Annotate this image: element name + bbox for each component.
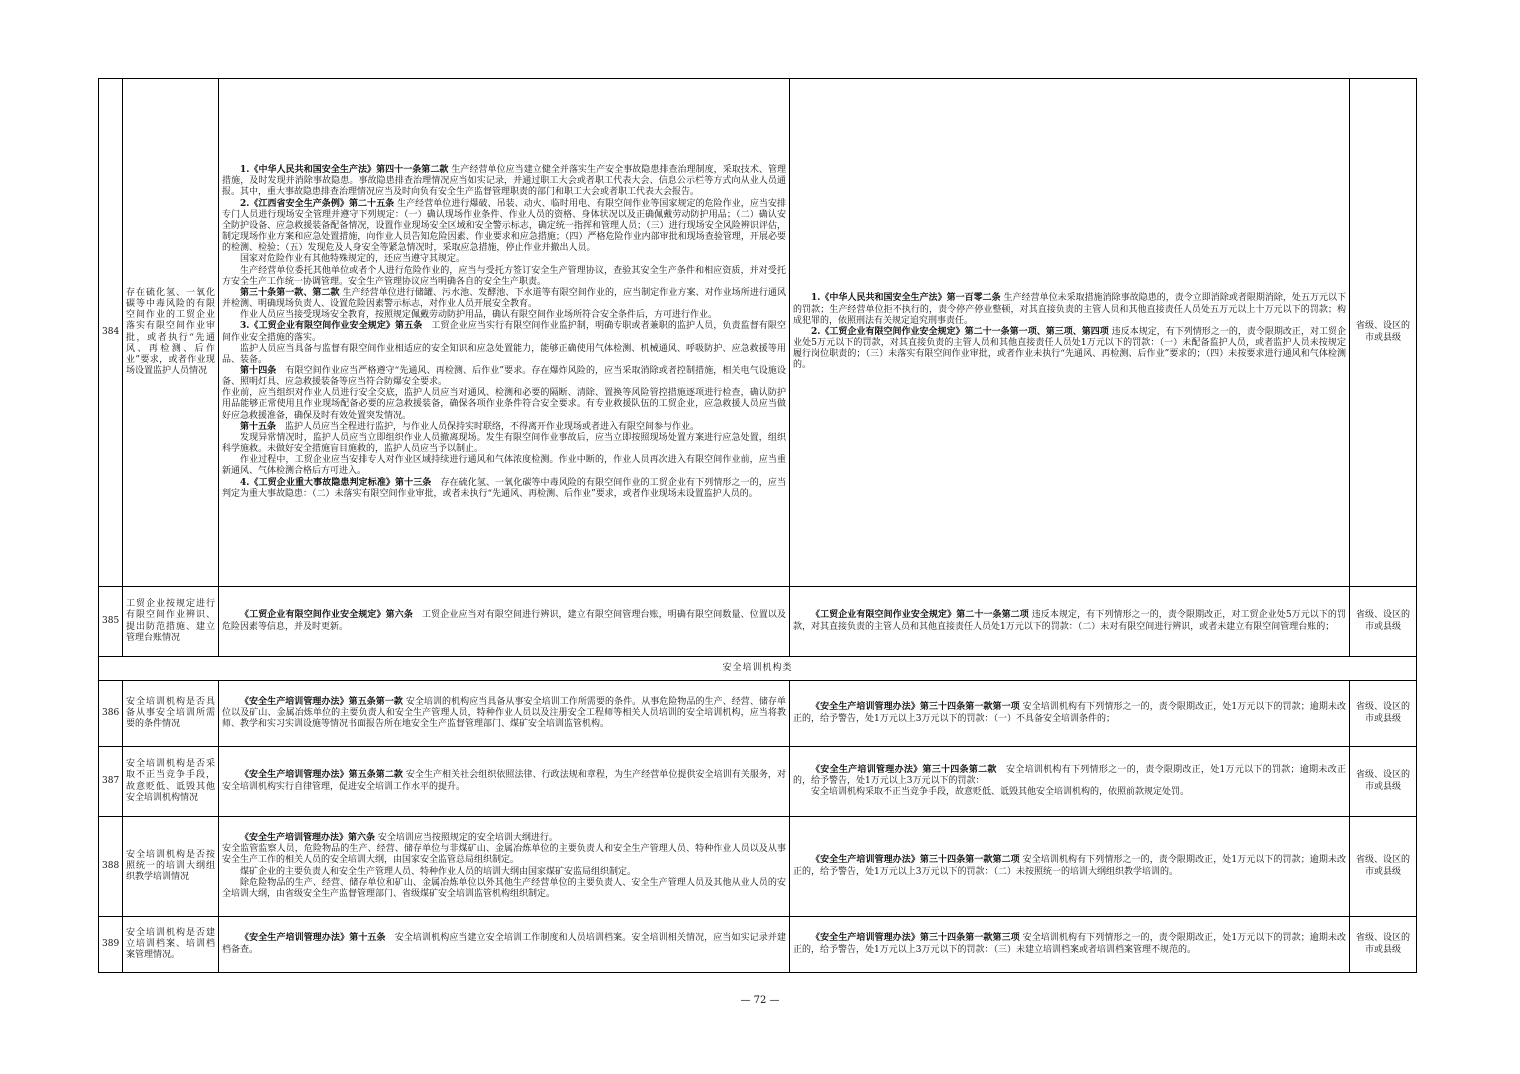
clause-text: 生产经营单位进行储罐、污水池、发酵池、下水道等有限空间作业的，应当制定作业方案、对作业场所进行通风并检测、明确现场负责人、设置危险因素警示标志，对作业人员开展安全教育。 bbox=[222, 287, 786, 310]
table-body bbox=[99, 79, 1417, 973]
clause-text: 作业过程中，工贸企业应当安排专人对作业区域持续进行通风和气体浓度检测。作业中断的，作业人员再次进入有限空间作业前，应当重新通风、气体检测合格后方可进入。 bbox=[222, 455, 786, 477]
row-number: 387 bbox=[99, 747, 123, 817]
clause-text: 生产经营单位应当建立健全并落实生产安全事故隐患排查治理制度，采取技术、管理措施，及时发现并消除事故隐患。事故隐患排查治理情况应当如实记录，并通过职工大会或者职工代表大会、信息公示栏等方式向从业人员通报。其中，重大事故隐患排查治理情况应当及时向负有安全生产监督管理职责的部门和职工大会或者职工代表大会报告。 bbox=[222, 165, 786, 198]
penalty-basis bbox=[790, 681, 1350, 747]
basis-paragraph bbox=[222, 844, 786, 866]
basis-paragraph bbox=[222, 478, 786, 500]
clause-text: 除危险物品的生产、经营、储存单位和矿山、金属冶炼单位以外其他生产经营单位的主要负责人、安全生产管理人员及其他从业人员的安全培训大纲，由省级安全生产监督管理部门、省级煤矿安全培训监管机构组织制定。 bbox=[222, 877, 786, 899]
basis-paragraph bbox=[222, 422, 786, 433]
law-reference: 《工贸企业有限空间作业安全规定》第六条 bbox=[240, 610, 413, 621]
law-reference: 《安全生产培训管理办法》第三十四条第一款第二项 bbox=[811, 855, 1020, 866]
basis-paragraph bbox=[222, 266, 786, 288]
clause-text: 工贸企业应当对有限空间进行辨识，建立有限空间管理台账，明确有限空间数量、位置以及危险因素等信息，并及时更新。 bbox=[222, 610, 786, 632]
table-row bbox=[99, 747, 1417, 817]
penalty-basis bbox=[790, 747, 1350, 817]
law-reference: 《安全生产培训管理办法》第三十四条第一款第一项 bbox=[811, 702, 1020, 713]
penalty-paragraph bbox=[793, 293, 1346, 326]
penalty-basis bbox=[790, 817, 1350, 917]
enforcement-level: 省级、设区的市或县级 bbox=[1350, 817, 1417, 917]
penalty-paragraph bbox=[793, 702, 1346, 724]
law-reference: 4.《工贸企业重大事故隐患判定标准》第十三条 bbox=[240, 477, 432, 488]
law-reference: 2.《工贸企业有限空间作业安全规定》第二十一条第一项、第三项、第四项 bbox=[811, 326, 1109, 337]
law-reference: 《安全生产培训管理办法》第五条第二款 bbox=[240, 770, 403, 781]
penalty-basis bbox=[790, 79, 1350, 587]
clause-text: 安全培训机构有下列情形之一的，责令限期改正，处1万元以下的罚款；逾期未改正的，给予警告，处1万元以上3万元以下的罚款：（一）不具备安全培训条件的； bbox=[793, 702, 1346, 724]
basis-paragraph bbox=[222, 455, 786, 477]
table-row bbox=[99, 817, 1417, 917]
enforcement-level: 省级、设区的市或县级 bbox=[1350, 747, 1417, 817]
basis-paragraph bbox=[222, 833, 786, 844]
check-item: 安全培训机构是否按照统一的培训大纲组织教学培训情况 bbox=[123, 817, 219, 917]
law-reference: 第十五条 bbox=[240, 421, 277, 432]
enforcement-level: 省级、设区的市或县级 bbox=[1350, 681, 1417, 747]
basis-paragraph bbox=[222, 388, 786, 421]
basis-paragraph bbox=[222, 288, 786, 310]
clause-text: 生产经营单位未采取措施消除事故隐患的，责令立即消除或者限期消除，处五万元以下的罚款；生产经营单位拒不执行的，责令停产停业整顿，对其直接负责的主管人员和其他直接责任人员处五万元以上十万元以下的罚款；构成犯罪的，依照刑法有关规定追究刑事责任。 bbox=[793, 293, 1346, 326]
basis-paragraph bbox=[222, 366, 786, 388]
law-reference: 1.《中华人民共和国安全生产法》第一百零二条 bbox=[811, 293, 1001, 304]
penalty-paragraph bbox=[793, 933, 1346, 955]
law-reference: 《安全生产培训管理办法》第十五条 bbox=[240, 933, 386, 944]
legal-basis bbox=[219, 681, 790, 747]
law-reference: 《工贸企业有限空间作业安全规定》第二十一条第二项 bbox=[811, 610, 1029, 621]
check-item: 工贸企业按规定进行有限空间作业辨识、提出防范措施、建立管理台账情况 bbox=[123, 587, 219, 657]
check-item: 存在硫化氢、一氧化碳等中毒风险的有限空间作业的工贸企业落实有限空间作业审批，或者执行“先通风、再检测、后作业”要求，或者作业现场设置监护人员情况 bbox=[123, 79, 219, 587]
table-row bbox=[99, 587, 1417, 657]
regulation-table bbox=[98, 78, 1417, 973]
penalty-paragraph bbox=[793, 855, 1346, 877]
clause-text: 存在硫化氢、一氧化碳等中毒风险的有限空间作业的工贸企业有下列情形之一的，应当判定为重大事故隐患：（二）未落实有限空间作业审批，或者未执行“先通风、再检测、后作业”要求，或者作业现场未设置监护人员的。 bbox=[222, 477, 786, 499]
clause-text: 生产经营单位委托其他单位或者个人进行危险作业的，应当与受托方签订安全生产管理协议，查验其安全生产条件和相应资质，并对受托方安全生产工作统一协调管理。安全生产管理协议应当明确各自的安全生产职责。 bbox=[222, 265, 786, 287]
penalty-basis bbox=[790, 917, 1350, 973]
clause-text: 违反本规定，有下列情形之一的，责令限期改正，对工贸企业处5万元以下的罚款，对其直接负责的主管人员和其他直接责任人员处1万元以下的罚款：（二）未对有限空间进行辨识，或者未建立有限空间管理台账的； bbox=[793, 610, 1346, 632]
penalty-paragraph bbox=[793, 327, 1346, 372]
clause-text: 煤矿企业的主要负责人和安全生产管理人员、特种作业人员的培训大纲由国家煤矿安监局组织制定。 bbox=[240, 866, 637, 877]
law-reference: 2.《江西省安全生产条例》第二十五条 bbox=[240, 198, 395, 209]
basis-paragraph bbox=[222, 933, 786, 955]
basis-paragraph bbox=[222, 697, 786, 730]
law-reference: 《安全生产培训管理办法》第三十四条第一款第三项 bbox=[811, 933, 1020, 944]
basis-paragraph bbox=[222, 878, 786, 900]
clause-text: 监护人员应当具备与监督有限空间作业相适应的安全知识和应急处置能力，能够正确使用气体检测、机械通风、呼吸防护、应急救援等用品、装备。 bbox=[222, 343, 786, 365]
check-item: 安全培训机构是否具备从事安全培训所需要的条件情况 bbox=[123, 681, 219, 747]
penalty-paragraph bbox=[793, 610, 1346, 632]
check-item: 安全培训机构是否建立培训档案、培训档案管理情况。 bbox=[123, 917, 219, 973]
clause-text: 发现异常情况时，监护人员应当立即组织作业人员撤离现场。发生有限空间作业事故后，应当立即按照现场处置方案进行应急处置，组织科学施救。未做好安全措施盲目施救的，监护人员应当予以制止。 bbox=[222, 432, 786, 455]
clause-text: 安全培训机构应当建立安全培训工作制度和人员培训档案。安全培训相关情况，应当如实记录并建档备查。 bbox=[222, 933, 786, 955]
clause-text: 安全培训机构有下列情形之一的，责令限期改正，处1万元以下的罚款；逾期未改正的，给予警告，处1万元以上3万元以下的罚款：（二）未按照统一的培训大纲组织教学培训的。 bbox=[793, 855, 1346, 877]
law-reference: 3.《工贸企业有限空间作业安全规定》第五条 bbox=[240, 321, 423, 332]
law-reference: 1.《中华人民共和国安全生产法》第四十一条第二款 bbox=[240, 165, 449, 176]
clause-text: 安全监管监察人员，危险物品的生产、经营、储存单位与非煤矿山、金属冶炼单位的主要负责人和安全生产管理人员、特种作业人员以及从事安全生产工作的相关人员的安全培训大纲，由国家安全监管总局组织制定。 bbox=[222, 844, 786, 866]
clause-text: 作业前，应当组织对作业人员进行安全交底，监护人员应当对通风、检测和必要的隔断、清除、置换等风险管控措施逐项进行检查，确认防护用品能够正常使用且作业现场配备必要的应急救援装备，确保各项作业条件符合安全要求。有专业救援队伍的工贸企业，应急救援人员应当做好应急救援准备，确保及时有效处置突发情况。 bbox=[222, 388, 786, 421]
basis-paragraph bbox=[222, 199, 786, 255]
legal-basis bbox=[219, 817, 790, 917]
clause-text: 违反本规定，有下列情形之一的，责令限期改正，对工贸企业处5万元以下的罚款，对其直接负责的主管人员和其他直接责任人员处1万元以下的罚款：（一）未配备监护人员，或者监护人员未按规定履行岗位职责的；（三）未落实有限空间作业审批，或者作业未执行“先通风、再检测、后作业”要求的；（四）未按要求进行通风和气体检测的。 bbox=[793, 326, 1346, 371]
law-reference: 《安全生产培训管理办法》第三十四条第二款 bbox=[811, 764, 997, 775]
basis-paragraph bbox=[222, 770, 786, 792]
legal-basis bbox=[219, 747, 790, 817]
clause-text: 监护人员应当全程进行监护，与作业人员保持实时联络，不得离开作业现场或者进入有限空间参与作业。 bbox=[276, 421, 700, 432]
table-row bbox=[99, 917, 1417, 973]
clause-text: 安全培训机构有下列情形之一的，责令限期改正，处1万元以下的罚款；逾期未改正的，给予警告，处1万元以上3万元以下的罚款：（三）未建立培训档案或者培训档案管理不规范的。 bbox=[793, 933, 1346, 955]
basis-paragraph bbox=[222, 310, 786, 321]
basis-paragraph bbox=[222, 867, 786, 878]
penalty-basis bbox=[790, 587, 1350, 657]
table-row bbox=[99, 79, 1417, 587]
clause-text: 安全培训的机构应当具备从事安全培训工作所需要的条件。从事危险物品的生产、经营、储存单位以及矿山、金属冶炼单位的主要负责人和安全生产管理人员，特种作业人员以及注册安全工程师等相关人员培训的安全培训机构，应当将教师、教学和实习实训设施等情况书面报告所在地安全生产监督管理部门、煤矿安全培训监管机构。 bbox=[222, 696, 786, 730]
basis-paragraph bbox=[222, 610, 786, 632]
row-number: 386 bbox=[99, 681, 123, 747]
penalty-paragraph bbox=[793, 765, 1346, 787]
row-number: 385 bbox=[99, 587, 123, 657]
law-reference: 第十四条 bbox=[240, 365, 277, 376]
clause-text: 作业人员应当接受现场安全教育，按照规定佩戴劳动防护用品，确认有限空间作业场所符合安全条件后，方可进行作业。 bbox=[240, 310, 718, 321]
enforcement-level: 省级、设区的市或县级 bbox=[1350, 587, 1417, 657]
legal-basis bbox=[219, 587, 790, 657]
row-number: 389 bbox=[99, 917, 123, 973]
clause-text: 工贸企业应当实行有限空间作业监护制，明确专职或者兼职的监护人员，负责监督有限空间作业安全措施的落实。 bbox=[222, 321, 786, 343]
legal-basis bbox=[219, 917, 790, 973]
section-row bbox=[99, 657, 1417, 681]
legal-basis bbox=[219, 79, 790, 587]
page-number: — 72 — bbox=[740, 995, 780, 1006]
section-title: 安全培训机构类 bbox=[99, 657, 1417, 681]
enforcement-level: 省级、设区的市或县级 bbox=[1350, 917, 1417, 973]
basis-paragraph bbox=[222, 433, 786, 455]
law-reference: 《安全生产培训管理办法》第五条第一款 bbox=[240, 696, 403, 707]
basis-paragraph bbox=[222, 344, 786, 366]
clause-text: 有限空间作业应当严格遵守“先通风、再检测、后作业”要求。存在爆炸风险的，应当采取消除或者控制措施，相关电气设施设备、照明灯具、应急救援装备等应当符合防爆安全要求。 bbox=[222, 365, 786, 388]
basis-paragraph bbox=[222, 254, 786, 265]
basis-paragraph bbox=[222, 165, 786, 198]
enforcement-level: 省级、设区的市或县级 bbox=[1350, 79, 1417, 587]
law-reference: 第三十条第一款、第二款 bbox=[240, 287, 340, 298]
row-number: 384 bbox=[99, 79, 123, 587]
basis-paragraph bbox=[222, 321, 786, 343]
check-item: 安全培训机构是否采取不正当竞争手段，故意贬低、诋毁其他安全培训机构情况 bbox=[123, 747, 219, 817]
law-reference: 《安全生产培训管理办法》第六条 bbox=[240, 833, 376, 844]
clause-text: 安全生产相关社会组织依照法律、行政法规和章程，为生产经营单位提供安全培训有关服务，对安全培训机构实行自律管理，促进安全培训工作水平的提升。 bbox=[222, 770, 786, 792]
clause-text: 安全培训机构有下列情形之一的，责令限期改正，处1万元以下的罚款；逾期未改正的，给予警告，处1万元以上3万元以下的罚款： bbox=[793, 764, 1346, 786]
row-number: 388 bbox=[99, 817, 123, 917]
clause-text: 安全培训机构采取不正当竞争手段，故意贬低、诋毁其他安全培训机构的，依照前款规定处罚。 bbox=[811, 787, 1190, 798]
clause-text: 国家对危险作业有其他特殊规定的，还应当遵守其规定。 bbox=[240, 254, 466, 265]
clause-text: 生产经营单位进行爆破、吊装、动火、临时用电、有限空间作业等国家规定的危险作业，应当安排专门人员进行现场安全管理并遵守下列规定：（一）确认现场作业条件、作业人员的资格、身体状况以及正确佩戴劳动防护用品；（二）确认安全防护设备、应急救援装备配备情况，设置作业现场安全区域和安全警示标志，确定统一指挥和管理人员；（三）进行现场安全风险辨识评估，制定现场作业方案和应急处置措施，向作业人员告知危险因素、作业要求和应急措施；（四）严格危险作业内部审批和现场查验管理，开展必要的检测、检验；（五）发现危及人身安全等紧急情况时，采取应急措施，停止作业并撤出人员。 bbox=[222, 198, 786, 254]
clause-text: 安全培训应当按照规定的安全培训大纲进行。 bbox=[375, 833, 558, 844]
table-row bbox=[99, 681, 1417, 747]
penalty-paragraph bbox=[793, 787, 1346, 798]
